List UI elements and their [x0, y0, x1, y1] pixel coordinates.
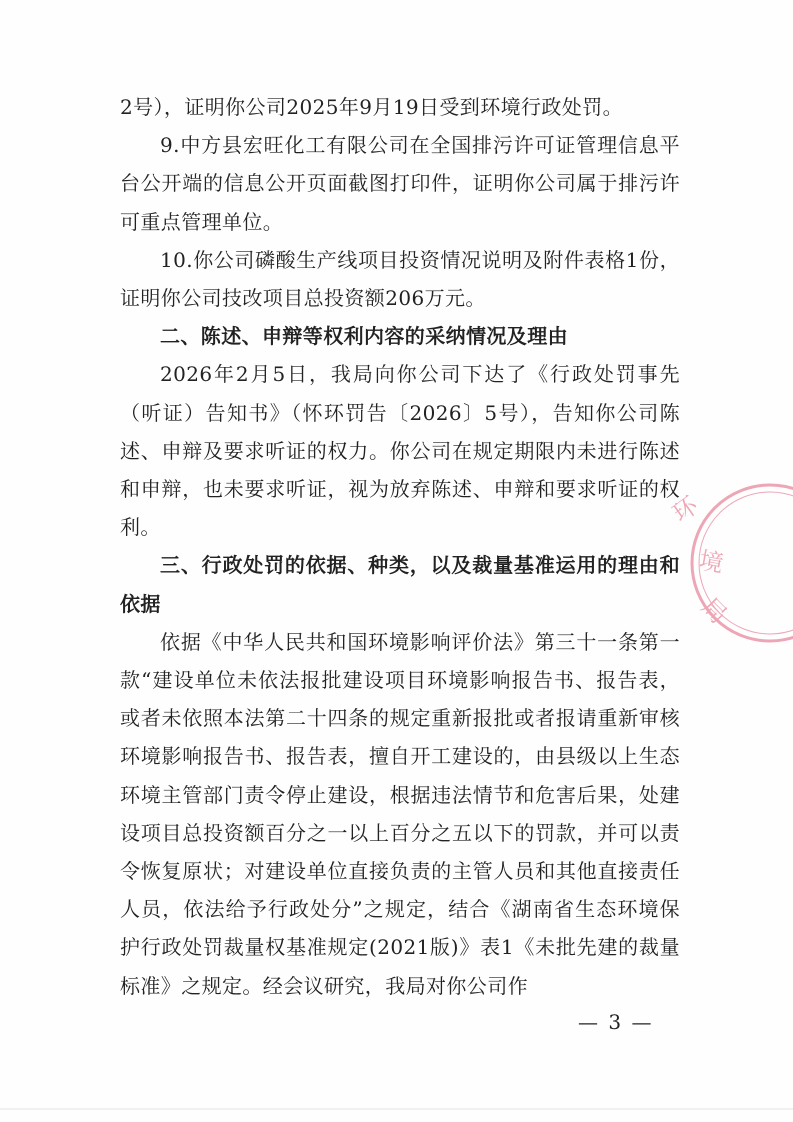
paragraph-continuation: 2号），证明你公司2025年9月19日受到环境行政处罚。: [120, 95, 623, 119]
svg-text:境: 境: [696, 546, 726, 579]
section-heading-2: 二、陈述、申辩等权利内容的采纳情况及理由: [160, 324, 568, 349]
evidence-item-10: 10.你公司磷酸生产线项目投资情况说明及附件表格1份，证明你公司技改项目总投资额206万元。: [120, 247, 680, 311]
paragraph-statement-rights: 2026年2月5日，我局向你公司下达了《行政处罚事先（听证）告知书》（怀环罚告〔2026〕5号），告知你公司陈述、申辩及要求听证的权力。你公司在规定期限内未进行陈述和申辩，也未要求听证，视为放弃陈述、申辩和要求听证的权利。: [120, 362, 680, 540]
section-heading-3: 三、行政处罚的依据、种类，以及裁量基准运用的理由和依据: [120, 553, 680, 616]
svg-text:环: 环: [667, 491, 704, 528]
svg-text:局: 局: [695, 592, 733, 630]
evidence-item-9: 9.中方县宏旺化工有限公司在全国排污许可证管理信息平台公开端的信息公开页面截图打印件，证明你公司属于排污许可重点管理单位。: [120, 133, 680, 234]
document-body: [120, 88, 680, 1005]
page-number: — 3 —: [578, 1010, 654, 1034]
official-seal: [640, 478, 793, 648]
paragraph-legal-basis: 依据《中华人民共和国环境影响评价法》第三十一条第一款“建设单位未依法报批建设项目环境影响报告书、报告表，或者未依照本法第二十四条的规定重新报批或者报请重新审核环境影响报告书、报告表，擅自开工建设的，由县级以上生态环境主管部门责令停止建设，根据违法情节和危害后果，处建设项目总投资额百分之一以上百分之五以下的罚款，并可以责令恢复原状；对建设单位直接负责的主管人员和其他直接责任人员，依法给予行政处分”之规定，结合《湖南省生态环境保护行政处罚裁量权基准规定(2021版)》表1《未批先建的裁量标准》之规定。经会议研究，我局对你公司作: [120, 629, 680, 998]
page-bottom-edge: [0, 1108, 793, 1110]
